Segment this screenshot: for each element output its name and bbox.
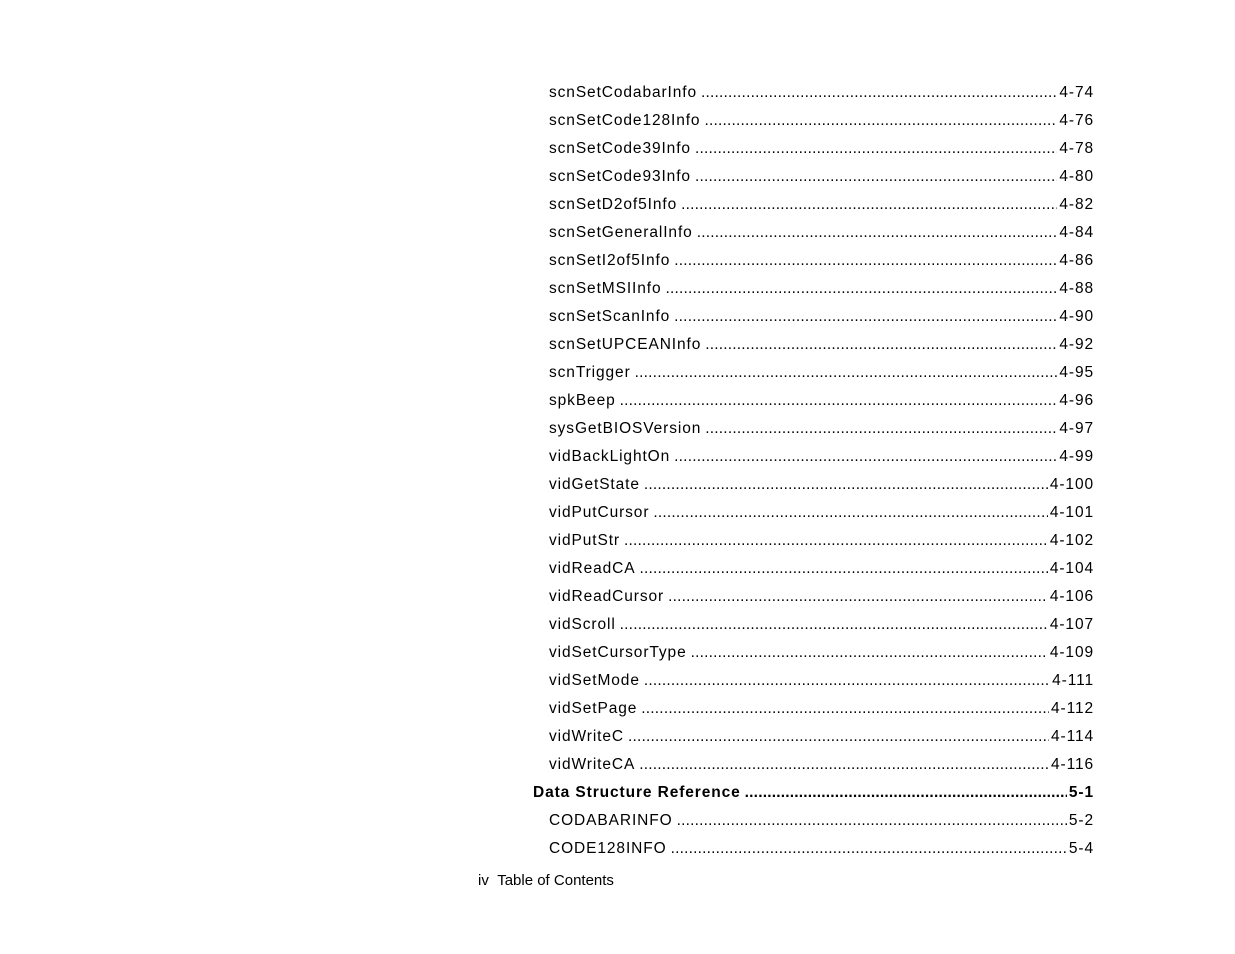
toc-entry[interactable] [549, 639, 1094, 667]
toc-entry[interactable] [549, 359, 1094, 387]
toc-entry-label: vidBackLightOn [549, 448, 671, 465]
toc-dot-leader [705, 415, 1057, 443]
toc-entry-page: 4-106 [1049, 588, 1094, 605]
toc-dot-leader [674, 247, 1057, 275]
toc-entry-label: vidSetMode [549, 672, 640, 689]
toc-dot-leader [644, 667, 1050, 695]
toc-dot-leader [674, 303, 1057, 331]
toc-section-entry[interactable] [533, 779, 1094, 807]
toc-entry-label: scnSetMSIInfo [549, 280, 662, 297]
toc-entry-page: 4-80 [1059, 168, 1094, 185]
toc-entry-label: scnSetCodabarInfo [549, 84, 697, 101]
toc-entry-page: 4-99 [1059, 448, 1094, 465]
toc-entry-label: vidPutCursor [549, 504, 650, 521]
toc-entry[interactable] [549, 611, 1094, 639]
toc-dot-leader [644, 471, 1048, 499]
toc-dot-leader [635, 359, 1058, 387]
toc-entry-label: vidReadCursor [549, 588, 665, 605]
toc-dot-leader [639, 751, 1049, 779]
toc-dot-leader [641, 695, 1049, 723]
toc-entry-label: vidSetCursorType [549, 644, 687, 661]
toc-dot-leader [745, 779, 1067, 807]
toc-dot-leader [697, 219, 1058, 247]
toc-entry[interactable] [549, 79, 1094, 107]
toc-entry-page: 4-97 [1059, 420, 1094, 437]
toc-entry-label: vidReadCA [549, 560, 636, 577]
toc-entry-page: 4-82 [1059, 196, 1094, 213]
toc-entry-label: scnSetUPCEANInfo [549, 336, 702, 353]
toc-dot-leader [701, 79, 1057, 107]
toc-dot-leader [628, 723, 1049, 751]
toc-entry-label: scnTrigger [549, 364, 631, 381]
toc-dot-leader [624, 527, 1048, 555]
toc-entry-page: 4-116 [1051, 756, 1094, 773]
toc-entry-page: 4-102 [1049, 532, 1094, 549]
toc-entry-label: scnSetCode93Info [549, 168, 691, 185]
toc-entry[interactable] [549, 835, 1094, 863]
toc-entry-page: 4-88 [1059, 280, 1094, 297]
toc-entry-label: vidGetState [549, 476, 640, 493]
toc-entry-page: 4-86 [1059, 252, 1094, 269]
toc-entry-page: 4-104 [1049, 560, 1094, 577]
toc-dot-leader [620, 387, 1058, 415]
toc-entry-label: scnSetI2of5Info [549, 252, 671, 269]
toc-dot-leader [681, 191, 1057, 219]
toc-entry-page: 5-1 [1068, 784, 1094, 801]
toc-entry-page: 4-84 [1059, 224, 1094, 241]
toc-entry[interactable] [549, 415, 1094, 443]
toc-dot-leader [704, 107, 1057, 135]
toc-entry[interactable] [549, 219, 1094, 247]
toc-entry-label: sysGetBIOSVersion [549, 420, 702, 437]
toc-entry[interactable] [549, 527, 1094, 555]
toc-entry-label: scnSetScanInfo [549, 308, 671, 325]
toc-entry[interactable] [549, 107, 1094, 135]
toc-entry[interactable] [549, 275, 1094, 303]
toc-entry-page: 4-74 [1059, 84, 1094, 101]
toc-entry-page: 4-90 [1059, 308, 1094, 325]
footer-page-number: iv [478, 872, 489, 889]
toc-dot-leader [640, 555, 1048, 583]
toc-dot-leader [668, 583, 1048, 611]
toc-entry-label: spkBeep [549, 392, 616, 409]
toc-entry-label: scnSetCode39Info [549, 140, 691, 157]
toc-entry-label: CODABARINFO [549, 812, 673, 829]
toc-entry-page: 4-107 [1049, 616, 1094, 633]
toc-entry[interactable] [549, 387, 1094, 415]
toc-entry-page: 4-95 [1059, 364, 1094, 381]
toc-entry-page: 5-4 [1068, 840, 1094, 857]
toc-entry[interactable] [549, 695, 1094, 723]
toc-dot-leader [653, 499, 1047, 527]
toc-entry-label: vidPutStr [549, 532, 620, 549]
toc-entry-page: 4-101 [1049, 504, 1094, 521]
toc-entry-label: vidScroll [549, 616, 616, 633]
toc-entry-page: 4-96 [1059, 392, 1094, 409]
toc-entry[interactable] [549, 723, 1094, 751]
toc-entry[interactable] [549, 135, 1094, 163]
toc-dot-leader [671, 835, 1067, 863]
toc-dot-leader [677, 807, 1067, 835]
toc-entry-page: 4-92 [1059, 336, 1094, 353]
toc-entry-label: scnSetCode128Info [549, 112, 701, 129]
toc-entry-label: CODE128INFO [549, 840, 667, 857]
toc-entry-page: 4-112 [1051, 700, 1094, 717]
toc-dot-leader [666, 275, 1058, 303]
toc-entry-label: vidSetPage [549, 700, 638, 717]
toc-entry[interactable] [549, 667, 1094, 695]
toc-entry-page: 4-114 [1051, 728, 1094, 745]
toc-dot-leader [695, 163, 1057, 191]
toc-dot-leader [620, 611, 1048, 639]
toc-entry-page: 4-76 [1059, 112, 1094, 129]
toc-entry-page: 4-78 [1059, 140, 1094, 157]
toc-entry-page: 4-100 [1049, 476, 1094, 493]
toc-entry[interactable] [549, 303, 1094, 331]
toc-entry[interactable] [549, 471, 1094, 499]
toc-entry[interactable] [549, 807, 1094, 835]
toc-entry[interactable] [549, 499, 1094, 527]
toc-dot-leader [674, 443, 1057, 471]
page-footer [478, 871, 614, 891]
toc-entry[interactable] [549, 163, 1094, 191]
toc-entry[interactable] [549, 247, 1094, 275]
toc-entry[interactable] [549, 555, 1094, 583]
toc-entry[interactable] [549, 331, 1094, 359]
footer-title: Table of Contents [497, 872, 614, 889]
toc-entry[interactable] [549, 583, 1094, 611]
toc-entry-page: 5-2 [1068, 812, 1094, 829]
toc-entry-label: Data Structure Reference [533, 784, 741, 801]
toc-entry[interactable] [549, 191, 1094, 219]
toc-dot-leader [691, 639, 1048, 667]
toc-entry-label: scnSetGeneralInfo [549, 224, 693, 241]
toc-entry-label: vidWriteC [549, 728, 624, 745]
toc-dot-leader [695, 135, 1057, 163]
toc-dot-leader [705, 331, 1057, 359]
toc-entry[interactable] [549, 751, 1094, 779]
toc-entry-page: 4-111 [1052, 672, 1094, 689]
toc-entry-page: 4-109 [1049, 644, 1094, 661]
toc-entry[interactable] [549, 443, 1094, 471]
toc-entry-label: vidWriteCA [549, 756, 636, 773]
toc-entry-label: scnSetD2of5Info [549, 196, 678, 213]
